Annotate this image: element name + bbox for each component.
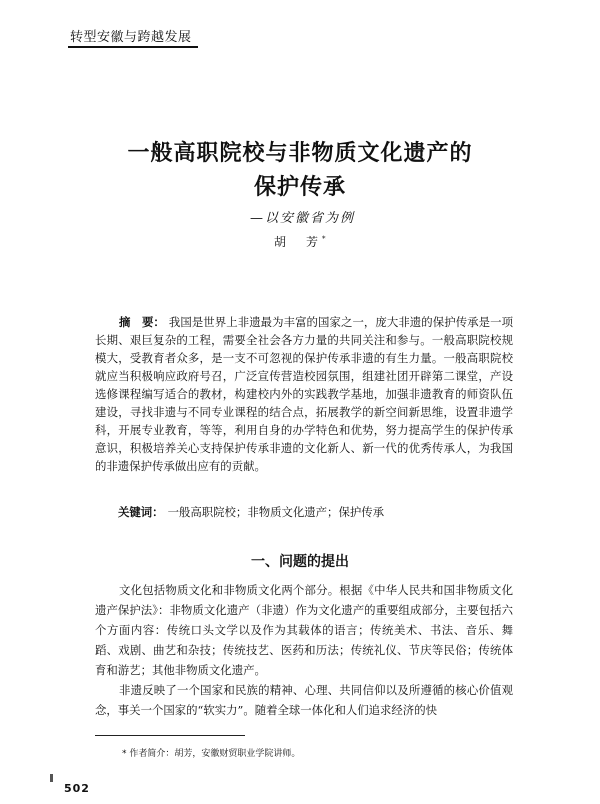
abstract <box>95 313 513 475</box>
author-footnote-mark: * <box>322 235 326 243</box>
margin-mark <box>50 774 53 782</box>
footnote: * 作者简介：胡芳，安徽财贸职业学院讲师。 <box>122 749 301 759</box>
keywords-text: 一般高职院校；非物质文化遗产；保护传承 <box>167 505 385 519</box>
page-number: 502 <box>64 782 90 795</box>
body-paragraph-2: 非遗反映了一个国家和民族的精神、心理、共同信仰以及所遵循的核心价值观念，事关一个国家的“软实力”。随着全球一体化和人们追求经济的快 <box>95 683 513 717</box>
running-header: 转型安徽与跨越发展 <box>68 26 198 48</box>
footnote-divider <box>95 735 245 736</box>
author-name <box>274 233 326 250</box>
body-paragraph-1: 文化包括物质文化和非物质文化两个部分。根据《中华人民共和国非物质文化遗产保护法》：非物质文化遗产（非遗）作为文化遗产的重要组成部分，主要包括六个方面内容：传统口头文学以及作为其载体的语言；传统美术、书法、音乐、舞蹈、戏剧、曲艺和杂技；传统技艺、医药和历法；传统礼仪、节庆等民俗；传统体育和游艺；其他非物质文化遗产。 <box>95 583 513 677</box>
author-text: 胡 芳 <box>274 235 323 249</box>
article-subtitle: —以安徽省为例 <box>250 211 356 226</box>
section-heading: 一、问题的提出 <box>251 554 349 570</box>
body-text <box>95 580 513 720</box>
article-title-line-1: 一般高职院校与非物质文化遗产的 <box>127 141 473 166</box>
abstract-text: 我国是世界上非遗最为丰富的国家之一，庞大非遗的保护传承是一项长期、艰巨复杂的工程，需要全社会各方力量的共同关注和参与。一般高职院校规模大，受教育者众多，是一支不可忽视的保护传承非遗的有生力量。一般高职院校就应当积极响应政府号召，广泛宣传营造校园氛围，组建社团开辟第二课堂，产设选修课程编写适合的教材，构建校内外的实践教学基地，加强非遗教育的师资队伍建设，寻找非遗与不同专业课程的结合点，拓展教学的新空间新思维，设置非遗学科，开展专业教育，等等，利用自身的办学特色和优势，努力提高学生的保护传承意识，积极培养关心支持保护传承非遗的文化新人、新一代的优秀传承人，为我国的非遗保护传承做出应有的贡献。 <box>95 315 513 473</box>
keywords <box>118 503 518 521</box>
abstract-label: 摘 要： <box>119 315 165 329</box>
keywords-label: 关键词： <box>118 505 164 519</box>
article-title-line-2: 保护传承 <box>253 175 346 200</box>
